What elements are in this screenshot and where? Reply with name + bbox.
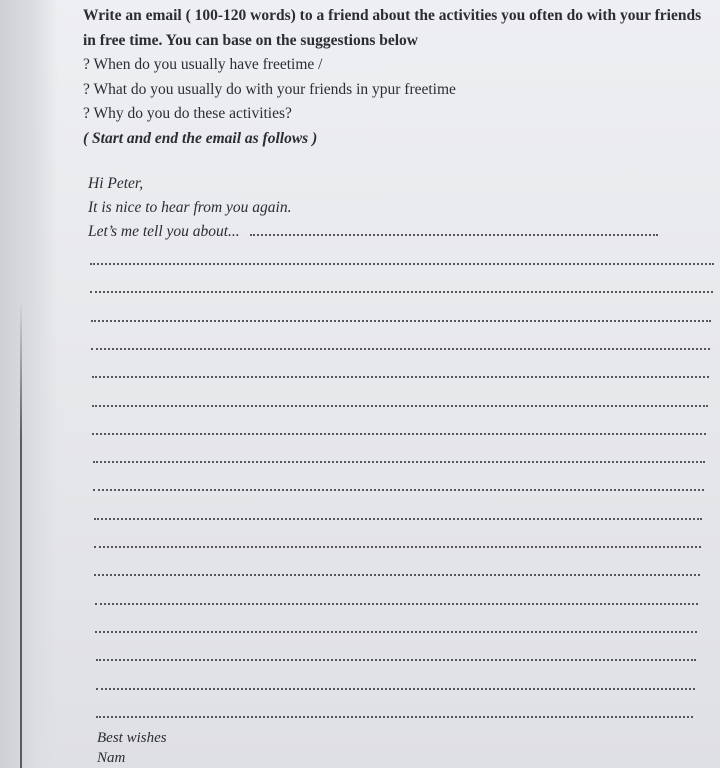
- page-edge-line: [20, 300, 22, 768]
- writing-line: [94, 546, 701, 548]
- writing-line: [90, 263, 714, 265]
- task-instruction: ( Start and end the email as follows ): [83, 129, 318, 147]
- lead-in-line: Let’s me tell you about...: [88, 223, 240, 240]
- writing-line: [93, 461, 705, 463]
- opening-line: It is nice to hear from you again.: [88, 199, 292, 216]
- writing-line: [92, 433, 706, 435]
- writing-line: [90, 291, 712, 293]
- question-2: ? What do you usually do with your friends in ypur freetime: [83, 80, 456, 98]
- email-closing: [97, 728, 167, 768]
- page-edge-shadow: [0, 0, 58, 768]
- sign-off: Best wishes: [97, 730, 167, 746]
- signature-name: Nam: [97, 750, 126, 766]
- writing-line: [91, 348, 710, 350]
- question-1: ? When do you usually have freetime /: [83, 56, 323, 73]
- task-title: Write an email ( 100-120 words) to a friend about the activities you often do with your friends in free time. You can base on the suggestions below: [83, 7, 702, 49]
- writing-line: [92, 376, 709, 378]
- writing-line: [91, 320, 712, 322]
- greeting: Hi Peter,: [88, 175, 144, 192]
- writing-line: [96, 716, 693, 718]
- question-3: ? Why do you do these activities?: [83, 105, 292, 122]
- writing-line: [92, 405, 708, 407]
- writing-line: [94, 574, 699, 576]
- writing-line: [94, 518, 703, 520]
- task-prompt: [83, 4, 713, 151]
- writing-line: [95, 603, 699, 605]
- writing-line: [250, 234, 658, 236]
- writing-line: [96, 659, 696, 661]
- writing-line: [95, 631, 697, 633]
- writing-line: [96, 688, 695, 690]
- writing-line: [93, 489, 703, 491]
